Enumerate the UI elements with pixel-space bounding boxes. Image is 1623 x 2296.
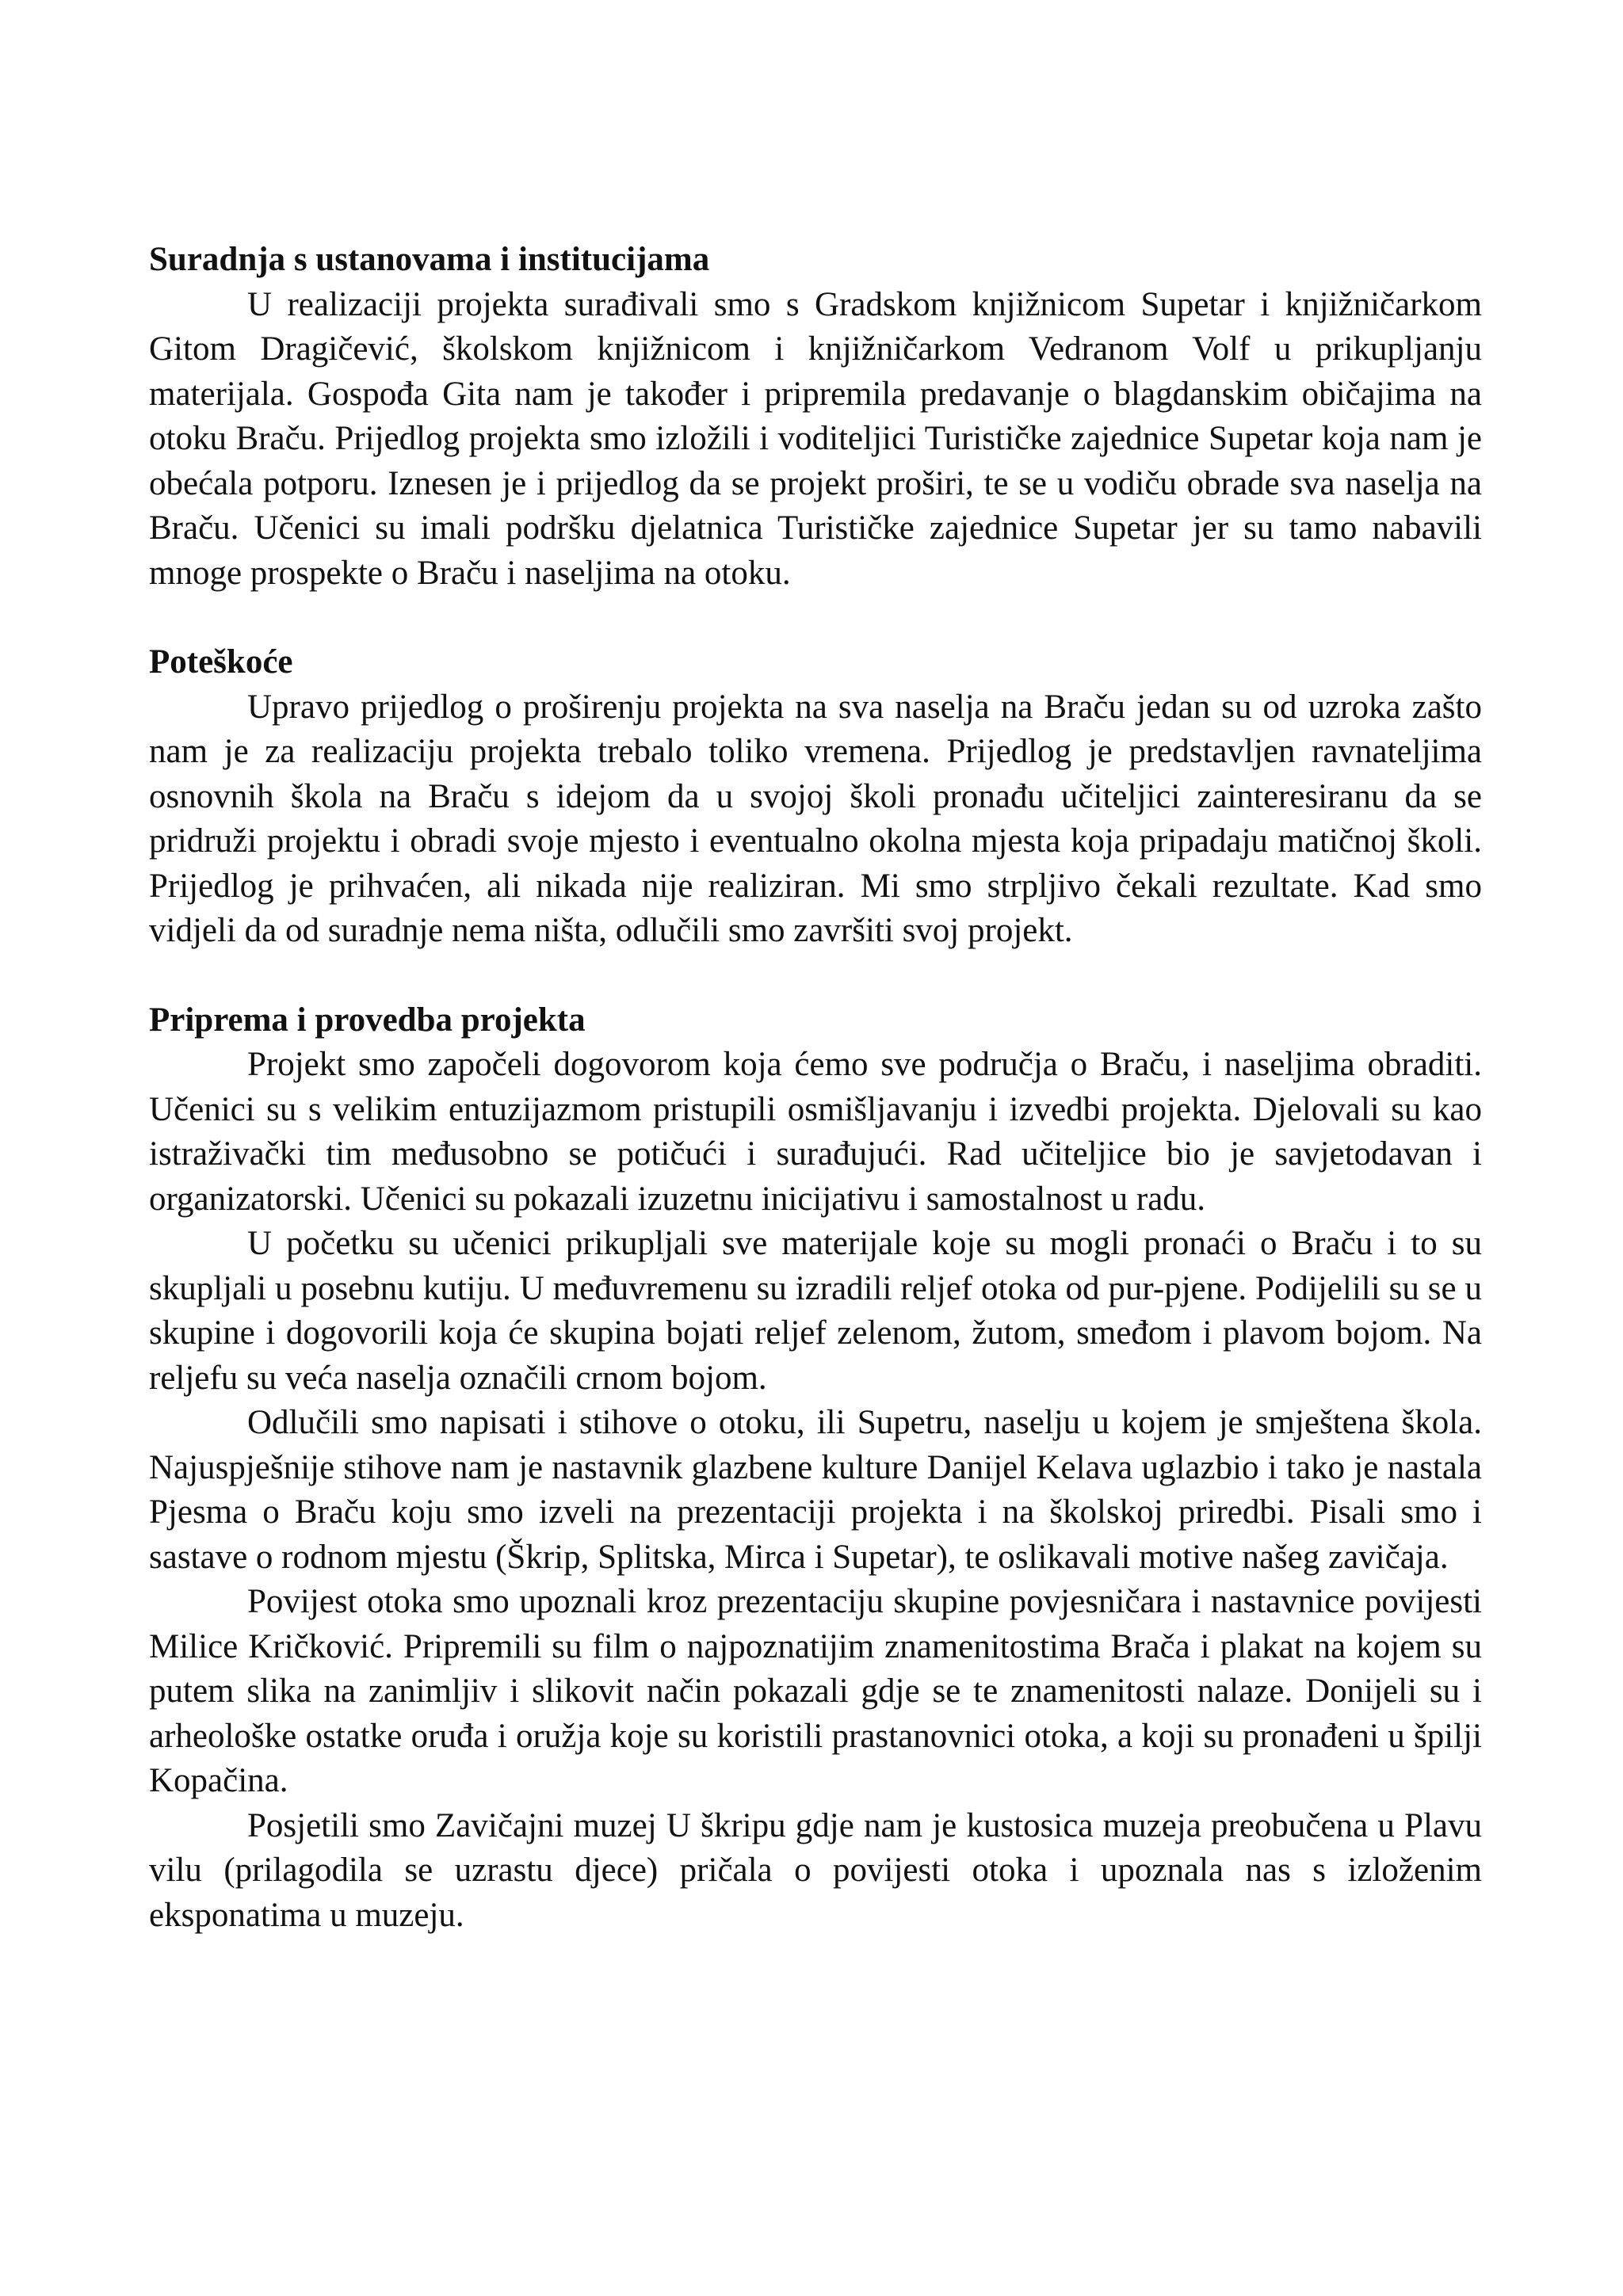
document-body — [149, 238, 1482, 1982]
section-heading: Suradnja s ustanovama i institucijama — [149, 241, 710, 278]
paragraph: Posjetili smo Zavičajni muzej U škripu gdje nam je kustosica muzeja preobučena u Plavu vilu (prilagodila se uzrastu djece) pričala o povijesti otoka i upoznala nas s izloženim eksponatima u muzeju. — [149, 1806, 1482, 1934]
section-heading: Poteškoće — [149, 643, 293, 681]
paragraph: Odlučili smo napisati i stihove o otoku, ili Supetru, naselju u kojem je smještena škola. Najuspješnije stihove nam je nastavnik glazbene kulture Danijel Kelava uglazbio i tako je nastala Pjesma o Braču koju smo izveli na prezentaciji projekta i na školskoj priredbi. Pisali smo i sastave o rodnom mjestu (Škrip, Splitska, Mirca i Supetar), te oslikavali motive našeg zavičaja. — [149, 1404, 1482, 1576]
section-heading: Priprema i provedba projekta — [149, 1001, 586, 1039]
paragraph: Projekt smo započeli dogovorom koja ćemo sve područja o Braču, i naseljima obraditi. Učenici su s velikim entuzijazmom pristupili osmišljavanju i izvedbi projekta. Djelovali su kao istraživački tim međusobno se potičući i surađujući. Rad učiteljice bio je savjetodavan i organizatorski. Učenici su pokazali izuzetnu inicijativu i samostalnost u radu. — [149, 1046, 1482, 1218]
paragraph: Povijest otoka smo upoznali kroz prezentaciju skupine povjesničara i nastavnice povijesti Milice Kričković. Pripremili su film o najpoznatijim znamenitostima Brača i plakat na kojem su putem slika na zanimljiv i slikovit način pokazali gdje se te znamenitosti nalaze. Donijeli su i arheološke ostatke oruđa i oružja koje su koristili prastanovnici otoka, a koji su pronađeni u špilji Kopačina. — [149, 1583, 1482, 1799]
paragraph: U početku su učenici prikupljali sve materijale koje su mogli pronaći o Braču i to su skupljali u posebnu kutiju. U međuvremenu su izradili reljef otoka od pur-pjene. Podijelili su se u skupine i dogovorili koja će skupina bojati reljef zelenom, žutom, smeđom i plavom bojom. Na reljefu su veća naselja označili crnom bojom. — [149, 1225, 1482, 1397]
section-poteskoce — [149, 640, 1482, 954]
section-suradnja — [149, 238, 1482, 596]
section-priprema — [149, 998, 1482, 1939]
paragraph: Upravo prijedlog o proširenju projekta na sva naselja na Braču jedan su od uzroka zašto nam je za realizaciju projekta trebalo toliko vremena. Prijedlog je predstavljen ravnateljima osnovnih škola na Braču s idejom da u svojoj školi pronađu učiteljici zainteresiranu da se pridruži projektu i obradi svoje mjesto i eventualno okolna mjesta koja pripadaju matičnoj školi. Prijedlog je prihvaćen, ali nikada nije realiziran. Mi smo strpljivo čekali rezultate. Kad smo vidjeli da od suradnje nema ništa, odlučili smo završiti svoj projekt. — [149, 688, 1482, 949]
paragraph: U realizaciji projekta surađivali smo s Gradskom knjižnicom Supetar i knjižničarkom Gitom Dragičević, školskom knjižnicom i knjižničarkom Vedranom Volf u prikupljanju materijala. Gospođa Gita nam je također i pripremila predavanje o blagdanskim običajima na otoku Braču. Prijedlog projekta smo izložili i voditeljici Turističke zajednice Supetar koja nam je obećala potporu. Iznesen je i prijedlog da se projekt proširi, te se u vodiču obrade sva naselja na Braču. Učenici su imali podršku djelatnica Turističke zajednice Supetar jer su tamo nabavili mnoge prospekte o Braču i naseljima na otoku. — [149, 285, 1482, 592]
